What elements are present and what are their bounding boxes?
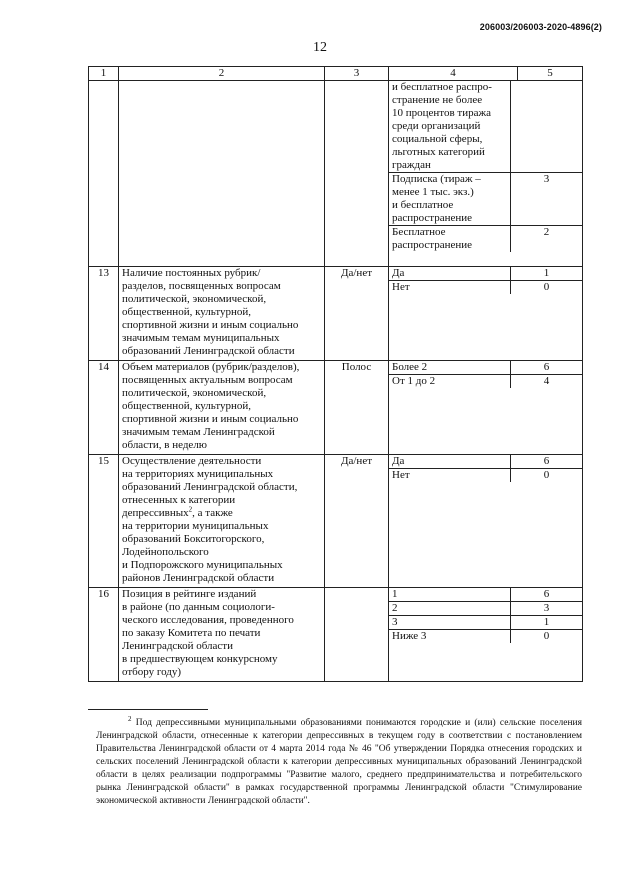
row-criterion: Объем материалов (рубрик/разделов), посвященных актуальным вопросам политической, экономической, общественной, культурной, спортивной жизни и иным социально значимым темам Ленинградской области, в неделю: [119, 361, 325, 455]
table-row: [89, 267, 583, 361]
header-cell: 3: [325, 67, 389, 81]
option-score: 0: [543, 630, 550, 642]
row-number: 15: [89, 455, 119, 588]
row-unit: [325, 588, 389, 682]
row-number: 13: [89, 267, 119, 361]
option-score: 3: [543, 173, 550, 185]
footnote: [96, 714, 582, 808]
option-row: [389, 267, 582, 281]
option-row: [389, 375, 582, 388]
row-number: 16: [89, 588, 119, 682]
option-label: Более 2: [389, 361, 511, 374]
table-row: [89, 588, 583, 682]
option-row: [389, 81, 582, 173]
option-score: 3: [543, 602, 550, 614]
row-number: 14: [89, 361, 119, 455]
footnote-mark: 2: [128, 714, 132, 723]
option-row: [389, 173, 582, 226]
option-row: [389, 455, 582, 469]
option-score: 6: [543, 455, 550, 467]
table-row: [89, 81, 583, 267]
option-score: 4: [543, 375, 550, 387]
header-cell: 2: [119, 67, 325, 81]
option-score: 2: [543, 226, 550, 238]
option-row: [389, 281, 582, 294]
page-number: 12: [313, 40, 327, 55]
header-cell: 5: [518, 67, 583, 81]
option-label: Нет: [389, 469, 511, 482]
footnote-reference: 2: [188, 505, 193, 514]
document-id: 206003/206003-2020-4896(2): [479, 22, 602, 32]
row-criterion: Позиция в рейтинге изданий в районе (по данным социологи- ческого исследования, проведенного по заказу Комитета по печати Ленинградской области в предшествующем конкурсному отбору году): [119, 588, 325, 682]
header-cell: 4: [389, 67, 518, 81]
option-score: 6: [543, 588, 550, 600]
option-row: [389, 616, 582, 630]
row-criterion: Наличие постоянных рубрик/ разделов, посвященных вопросам политической, экономической, общественной, культурной, спортивной жизни и иным социально значимым темам муниципальных образований Ленинградской области: [119, 267, 325, 361]
option-score: [511, 81, 582, 172]
option-row: [389, 361, 582, 375]
row-unit: Да/нет: [325, 267, 389, 361]
row-unit: Да/нет: [325, 455, 389, 588]
option-row: [389, 226, 582, 252]
option-row: [389, 602, 582, 616]
table-row: [89, 455, 583, 588]
criterion-text-a: Осуществление деятельности на территориях муниципальных образований Ленинградской области, отнесенных к категории депрессивных: [122, 455, 298, 519]
footnote-text: Под депрессивными муниципальными образованиями понимаются городские и (или) сельские поселения Ленинградской области, отнесенные к категории депрессивных в текущем году в соответствии с постановлением Правительства Ленинградской области от 4 марта 2014 года № 46 "Об утверждении Порядка отнесения городских и сельских поселений Ленинградской области к категории депрессивных муниципальных образований Ленинградской области в целях реализации подпрограммы "Развитие малого, среднего предпринимательства и потребительского рынка Ленинградской области" в рамках государственной программы Ленинградской области "Стимулирование экономической активности Ленинградской области".: [96, 718, 582, 806]
option-label: 3: [389, 616, 511, 629]
table-row: [89, 361, 583, 455]
option-score: 0: [543, 469, 550, 481]
option-label: и бесплатное распро- странение не более 10 процентов тиража среди организаций социальной сферы, льготных категорий граждан: [389, 81, 511, 172]
option-score: 6: [543, 361, 550, 373]
option-label: Да: [389, 455, 511, 468]
option-row: [389, 469, 582, 482]
criterion-text-b: , а также на территории муниципальных образований Бокситогорского, Лодейнопольского и Подпорожского муниципальных районов Ленинградской области: [122, 507, 283, 584]
option-score: 0: [543, 281, 550, 293]
option-label: Бесплатное распространение: [389, 226, 511, 252]
header-cell: 1: [89, 67, 119, 81]
row-unit: Полос: [325, 361, 389, 455]
table-header-row: [89, 67, 583, 81]
option-label: Ниже 3: [389, 630, 511, 643]
option-label: От 1 до 2: [389, 375, 511, 388]
option-label: Нет: [389, 281, 511, 294]
option-row: [389, 630, 582, 643]
option-score: 1: [543, 616, 550, 628]
option-label: 1: [389, 588, 511, 601]
option-label: Да: [389, 267, 511, 280]
footnote-divider: [88, 709, 208, 710]
option-label: Подписка (тираж – менее 1 тыс. экз.) и бесплатное распространение: [389, 173, 511, 225]
row-criterion: [119, 455, 325, 588]
option-score: 1: [543, 267, 550, 279]
criteria-table: [88, 66, 583, 682]
option-label: 2: [389, 602, 511, 615]
option-row: [389, 588, 582, 602]
